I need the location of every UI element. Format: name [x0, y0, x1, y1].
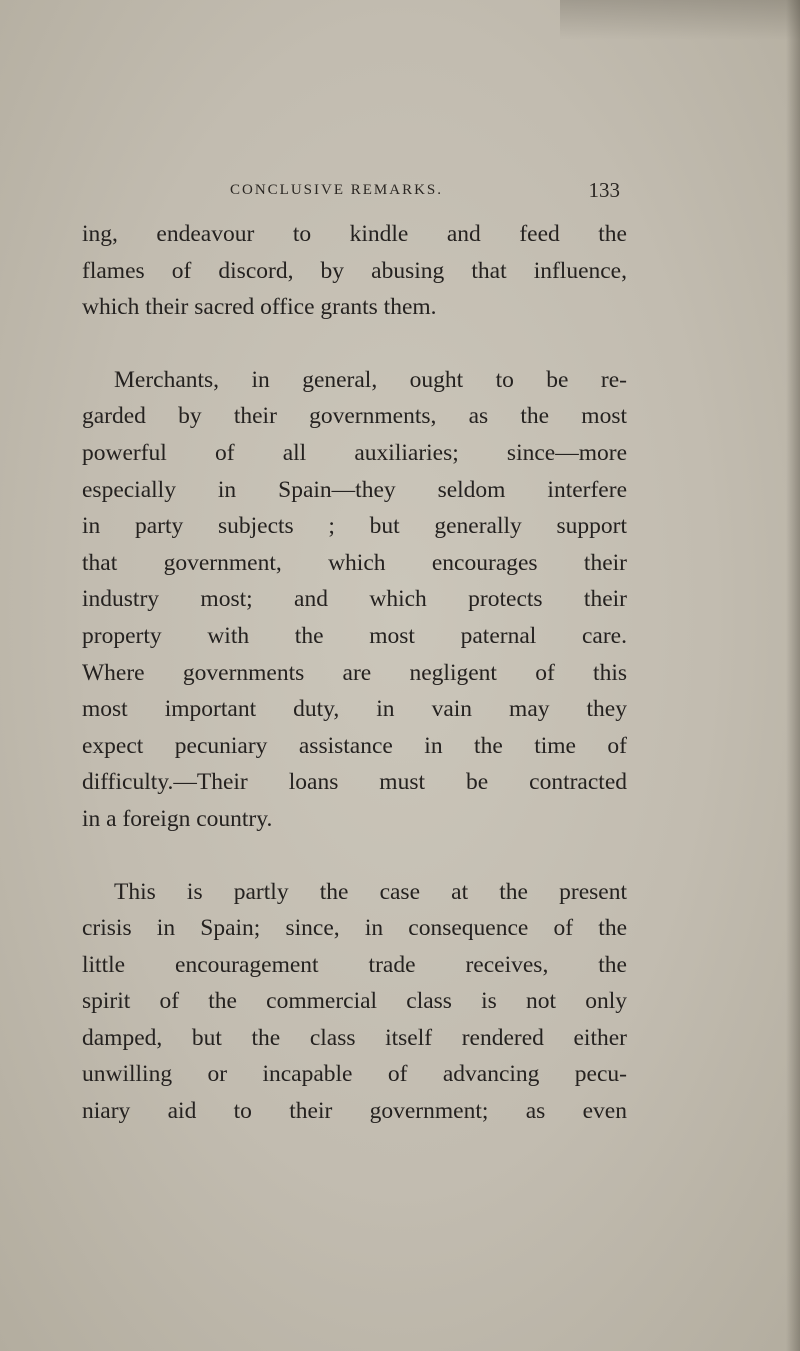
text-line: flames of discord, by abusing that influence,	[82, 257, 627, 284]
text-line: difficulty.—Their loans must be contracted	[82, 769, 627, 796]
text-line: crisis in Spain; since, in consequence of the	[82, 915, 627, 942]
text-line: damped, but the class itself rendered either	[82, 1024, 627, 1051]
paragraph-2	[82, 362, 627, 838]
page-header	[230, 178, 620, 204]
paragraph-gap	[82, 838, 627, 874]
text-line: that government, which encourages their	[82, 549, 627, 576]
paragraph-3	[82, 874, 627, 1130]
text-line: Merchants, in general, ought to be re-	[114, 366, 627, 393]
text-line: This is partly the case at the present	[114, 878, 627, 905]
text-line: especially in Spain—they seldom interfere	[82, 476, 627, 503]
text-line: Where governments are negligent of this	[82, 659, 627, 686]
text-line: in a foreign country.	[82, 805, 273, 832]
text-line: niary aid to their government; as even	[82, 1098, 627, 1125]
text-line: garded by their governments, as the most	[82, 403, 627, 430]
text-line: unwilling or incapable of advancing pecu-	[82, 1061, 627, 1088]
paragraph-gap	[82, 326, 627, 362]
text-line: most important duty, in vain may they	[82, 696, 627, 723]
text-line: property with the most paternal care.	[82, 622, 627, 649]
paragraph-1	[82, 216, 627, 326]
body-text	[82, 216, 627, 1130]
page-shadow	[560, 0, 800, 40]
text-line: spirit of the commercial class is not only	[82, 988, 627, 1015]
text-line: which their sacred office grants them.	[82, 294, 437, 321]
text-line: in party subjects ; but generally support	[82, 513, 627, 540]
text-line: industry most; and which protects their	[82, 586, 627, 613]
page-edge	[786, 0, 800, 1351]
running-title: CONCLUSIVE REMARKS.	[230, 182, 444, 198]
text-line: powerful of all auxiliaries; since—more	[82, 439, 627, 466]
text-line: little encouragement trade receives, the	[82, 951, 627, 978]
text-line: expect pecuniary assistance in the time of	[82, 732, 627, 759]
page-number: 133	[588, 178, 620, 202]
text-line: ing, endeavour to kindle and feed the	[82, 221, 627, 247]
